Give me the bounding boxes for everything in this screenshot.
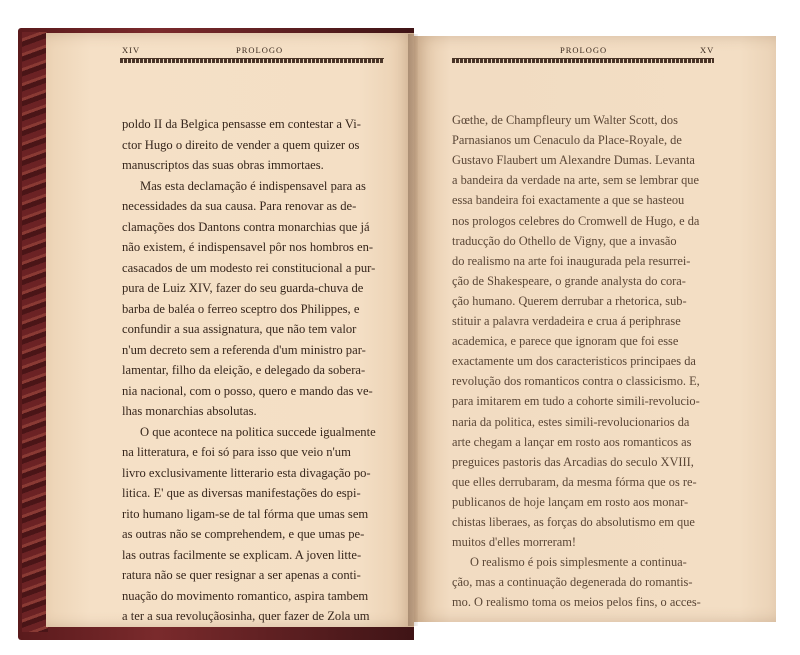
text-line: muitos d'elles morreram!	[452, 535, 577, 550]
text-line: confundir a sua assignatura, que não tem valor	[122, 322, 357, 336]
text-line: que elles derrubaram, da mesma fórma que os re-	[452, 474, 697, 489]
text-line: revolução dos romanticos contra o classicismo. E,	[452, 374, 700, 389]
text-line: barba de baléa o ferreo sceptro dos Philippes, e	[122, 301, 360, 316]
left-running-head: PROLOGO	[236, 45, 284, 55]
text-line: Gœthe, de Champfleury um Walter Scott, dos	[452, 113, 678, 127]
text-line: Mas esta declamação é indispensavel para as	[140, 178, 366, 193]
text-line: não existem, é indispensavel pôr nos hombros en-	[122, 240, 374, 254]
text-line: traducção do Othello de Vigny, que a invasão	[452, 233, 677, 248]
text-line: rito humano ligam-se de tal fórma que umas sem	[122, 506, 369, 521]
text-line: casacados de um modesto rei constitucional a pur-	[122, 260, 376, 275]
text-line: naria da politica, estes simili-revolucionarios da	[452, 414, 690, 429]
text-line: livro exclusivamente litterario esta divagação po-	[122, 465, 371, 480]
right-running-head: PROLOGO	[560, 45, 608, 55]
text-line: essa bandeira foi exactamente a que se hasteou	[452, 193, 685, 208]
text-line: preguices pastoris das Arcadias do seculo XVIII,	[452, 454, 694, 469]
text-line: O realismo é pois simplesmente a continua-	[470, 555, 687, 570]
text-line: lhas monarchias absolutas.	[122, 404, 257, 418]
left-page-number: XIV	[122, 45, 141, 55]
text-line: manuscriptos das suas obras immortaes.	[122, 158, 324, 172]
text-line: lamentar, filho da eleição, e delegado da sobera-	[122, 363, 366, 377]
text-line: na litteratura, e foi só para isso que veio n'um	[122, 445, 351, 459]
text-line: chistas liberaes, as forças do absolutismo em que	[452, 515, 695, 529]
text-line: nuação do movimento romantico, aspira tambem	[122, 588, 369, 603]
text-line: poldo II da Belgica pensasse em contestar a Vi-	[122, 117, 361, 131]
book-gutter	[408, 34, 418, 626]
text-line: exactamente um dos caracteristicos principaes da	[452, 354, 696, 369]
text-line: Parnasianos um Cenaculo da Place-Royale, de	[452, 133, 682, 148]
text-line: ção de Shakespeare, o grande analysta do cora-	[452, 273, 686, 288]
text-line: litica. E' que as diversas manifestações do espi-	[122, 486, 361, 500]
text-line: ção humano. Querem derrubar a rhetorica, sub-	[452, 293, 687, 308]
text-line: a ter a sua revoluçãosinha, quer fazer de Zola um	[122, 609, 370, 623]
text-line: necessidades da sua causa. Para renovar as de-	[122, 199, 357, 213]
text-line: ratura não se quer resignar a ser apenas a conti-	[122, 568, 361, 582]
text-line: pura de Luiz XIV, fazer do seu guarda-chuva de	[122, 281, 364, 295]
text-line: ctor Hugo o direito de vender a quem quizer os	[122, 137, 360, 152]
text-line: academica, e parece que ignoram que foi esse	[452, 334, 679, 349]
text-line: nia nacional, com o posso, quero e mando das ve-	[122, 383, 373, 398]
text-line: arte chegam a lançar em rosto aos romanticos as	[452, 434, 692, 449]
text-line: as outras não se comprehendem, e que umas pe-	[122, 527, 365, 541]
text-line: a bandeira da verdade na arte, sem se lembrar que	[452, 173, 699, 188]
marbled-edge	[22, 32, 48, 632]
text-line: para imitarem em tudo a cohorte simili-revolucio-	[452, 394, 700, 409]
text-line: Gustavo Flaubert um Alexandre Dumas. Levanta	[452, 153, 695, 168]
text-line: publicanos de hoje lançam em rosto aos monar-	[452, 494, 689, 509]
text-line: clamações dos Dantons contra monarchias que já	[122, 219, 370, 234]
right-header-rule	[452, 58, 714, 63]
text-line: ção, mas a continuação degenerada do romantis-	[452, 575, 693, 590]
right-page-number: XV	[700, 45, 715, 55]
text-line: do realismo na arte foi inaugurada pela resurrei-	[452, 253, 691, 268]
text-line: mo. O realismo toma os meios pelos fins, o acces-	[452, 595, 701, 610]
text-line: O que acontece na politica succede igualmente	[140, 424, 376, 439]
text-line: nos prologos celebres do Cromwell de Hugo, e da	[452, 213, 700, 228]
text-line: stituir a palavra verdadeira e crua á periphrase	[452, 314, 681, 328]
text-line: n'um decreto sem a referenda d'um ministro par-	[122, 342, 366, 357]
left-header-rule	[120, 58, 384, 63]
text-line: las outras facilmente se explicam. A joven litte-	[122, 547, 362, 562]
